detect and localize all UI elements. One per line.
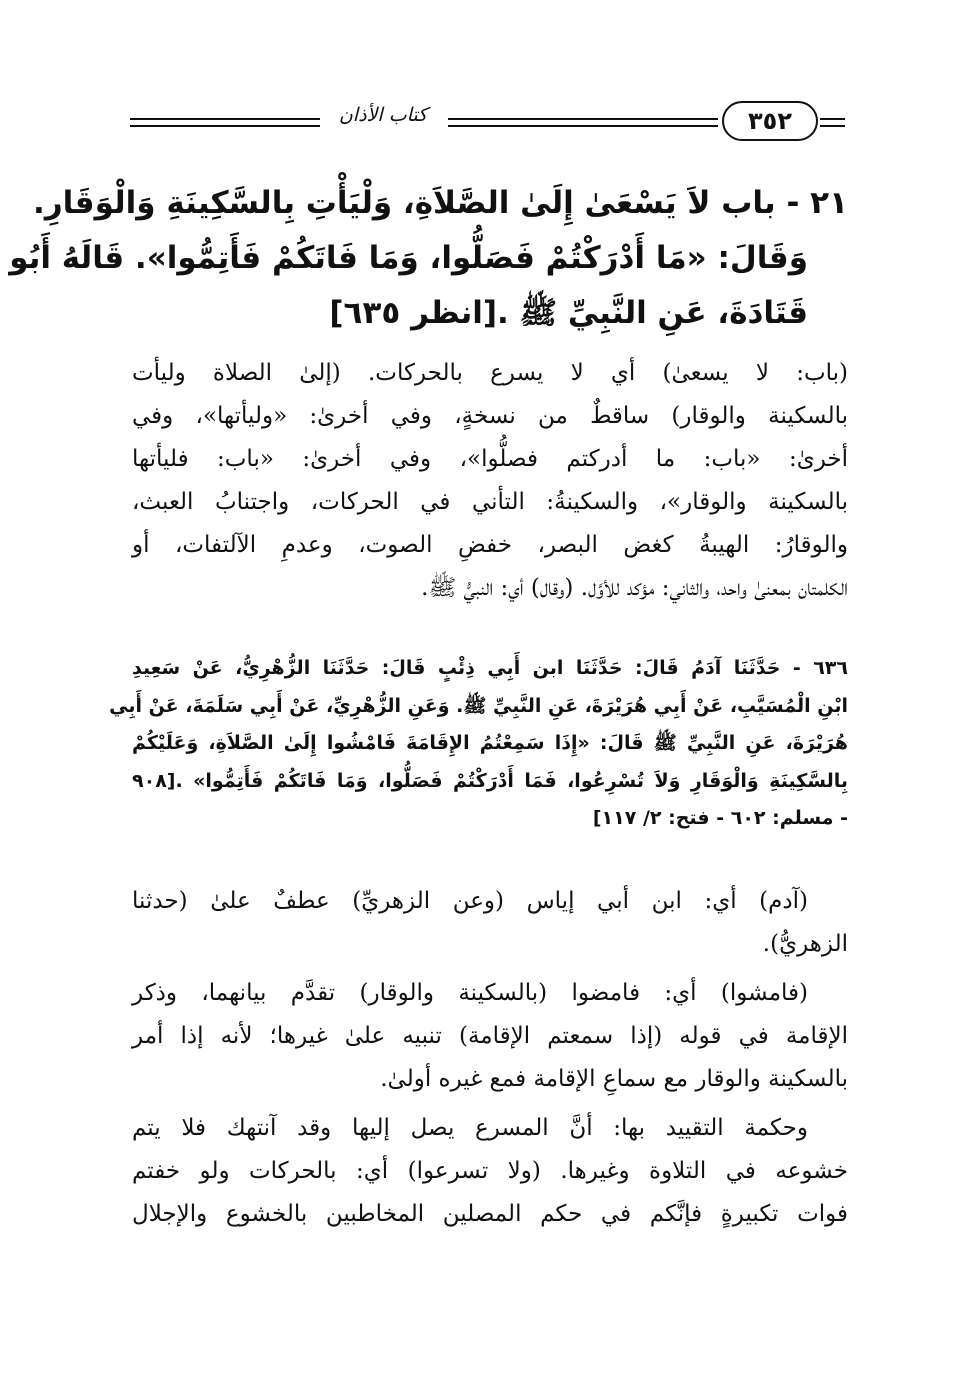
commentary-line: فوات تكبيرةٍ فإنَّكم في حكم المصلين المخاطبين بالخشوع والإجلال bbox=[132, 1201, 848, 1227]
hadith-line: ابْنِ الْمُسَيَّبِ، عَنْ أَبِي هُرَيْرَةَ، عَنِ النَّبِيِّ ﷺ. وَعَنِ الزُّهْرِيِّ، عَنْ أَبِي سَلَمَةَ، عَنْ أَبِي bbox=[109, 694, 848, 717]
chapter-line: ٢١ - باب لاَ يَسْعَىٰ إِلَىٰ الصَّلاَةِ، وَلْيَأْتِ بِالسَّكِينَةِ وَالْوَقَارِ. bbox=[33, 185, 848, 221]
commentary-line: (آدم) أي: ابن أبي إياس (وعن الزهريِّ) عطفٌ علىٰ (حدثنا bbox=[132, 888, 808, 914]
header-rule-middle-2 bbox=[448, 125, 718, 127]
commentary-line: والوقارُ: الهيبةُ كغض البصر، خفضِ الصوت، وعدمِ الآلتفات، أو bbox=[132, 532, 848, 558]
commentary-line: وحكمة التقييد بها: أنَّ المسرع يصل إليها وقد آنتهك فلا يتم bbox=[132, 1115, 808, 1141]
hadith-line: بِالسَّكِينَةِ وَالْوَقَارِ وَلاَ تُسْرِعُوا، فَمَا أَدْرَكْتُمْ فَصَلُّوا، وَمَا فَاتَكُمْ فَأَتِمُّوا» .[٩٠٨ bbox=[132, 769, 848, 792]
header-rule-left bbox=[130, 118, 320, 120]
commentary-line: الإقامة في قوله (إذا سمعتم الإقامة) تنبيه علىٰ غيرها؛ لأنه إذا أمر bbox=[132, 1023, 848, 1049]
hadith-reference-line: - مسلم: ٦٠٢ - فتح: ٢/ ١١٧] bbox=[592, 807, 848, 829]
hadith-line: ٦٣٦ - حَدَّثَنَا آدَمُ قَالَ: حَدَّثَنَا ابن أَبِي ذِئْبٍ قَالَ: حَدَّثَنَا الزُّهْرِيُّ، عَنْ سَعِيدِ bbox=[132, 657, 848, 679]
commentary-line: (فامشوا) أي: فامضوا (بالسكينة والوقار) تقدَّم بيانهما، وذكر bbox=[132, 980, 808, 1006]
header-rule-right bbox=[820, 118, 845, 120]
commentary-line: بالسكينة والوقار مع سماعِ الإقامة فمع غيره أولىٰ. bbox=[380, 1066, 848, 1092]
commentary-line: (باب: لا يسعىٰ) أي لا يسرع بالحركات. (إلىٰ الصلاة وليأت bbox=[132, 360, 848, 386]
header-rule-left-2 bbox=[130, 125, 320, 127]
header-rule-right-2 bbox=[820, 125, 845, 127]
header-rule-middle bbox=[448, 118, 718, 120]
book-title: كتاب الأذان bbox=[338, 104, 428, 126]
page-number: ٣٥٢ bbox=[722, 101, 818, 141]
commentary-line: بالسكينة والوقار»، والسكينةُ: التأني في الحركات، واجتنابُ العبث، bbox=[132, 489, 848, 515]
commentary-block bbox=[132, 352, 848, 610]
chapter-line: قَتَادَةَ، عَنِ النَّبِيِّ ﷺ .[انظر ٦٣٥] bbox=[329, 295, 808, 331]
commentary-line: أخرىٰ: «باب: ما أدركتم فصلُّوا»، وفي أخرىٰ: «باب: فليأتها bbox=[132, 446, 848, 472]
hadith-text bbox=[109, 650, 848, 838]
running-header bbox=[130, 100, 845, 146]
commentary-line: الزهريُّ). bbox=[762, 931, 848, 957]
chapter-heading bbox=[9, 176, 848, 341]
commentary-line: خشوعه في التلاوة وغيرها. (ولا تسرعوا) أي: بالحركات ولو خفتم bbox=[132, 1158, 848, 1184]
commentary-block bbox=[132, 880, 848, 1236]
commentary-line: بالسكينة والوقار) ساقطٌ من نسخةٍ، وفي أخرىٰ: «وليأتها»، وفي bbox=[132, 403, 848, 429]
chapter-line: وَقَالَ: «مَا أَدْرَكْتُمْ فَصَلُّوا، وَمَا فَاتَكُمْ فَأَتِمُّوا». قَالَهُ أَبُو bbox=[9, 240, 808, 276]
commentary-line: الكلمتان بمعنىٰ واحد، والثاني: مؤكد للأوَّل. (وقال) أي: النبيُّ ﷺ. bbox=[421, 575, 848, 601]
hadith-line: هُرَيْرَةَ، عَنِ النَّبِيِّ ﷺ قَالَ: «إِذَا سَمِعْتُمُ الإِقَامَةَ فَامْشُوا إِلَىٰ الصَّلاَةِ، وَعَلَيْكُمْ bbox=[132, 732, 848, 754]
